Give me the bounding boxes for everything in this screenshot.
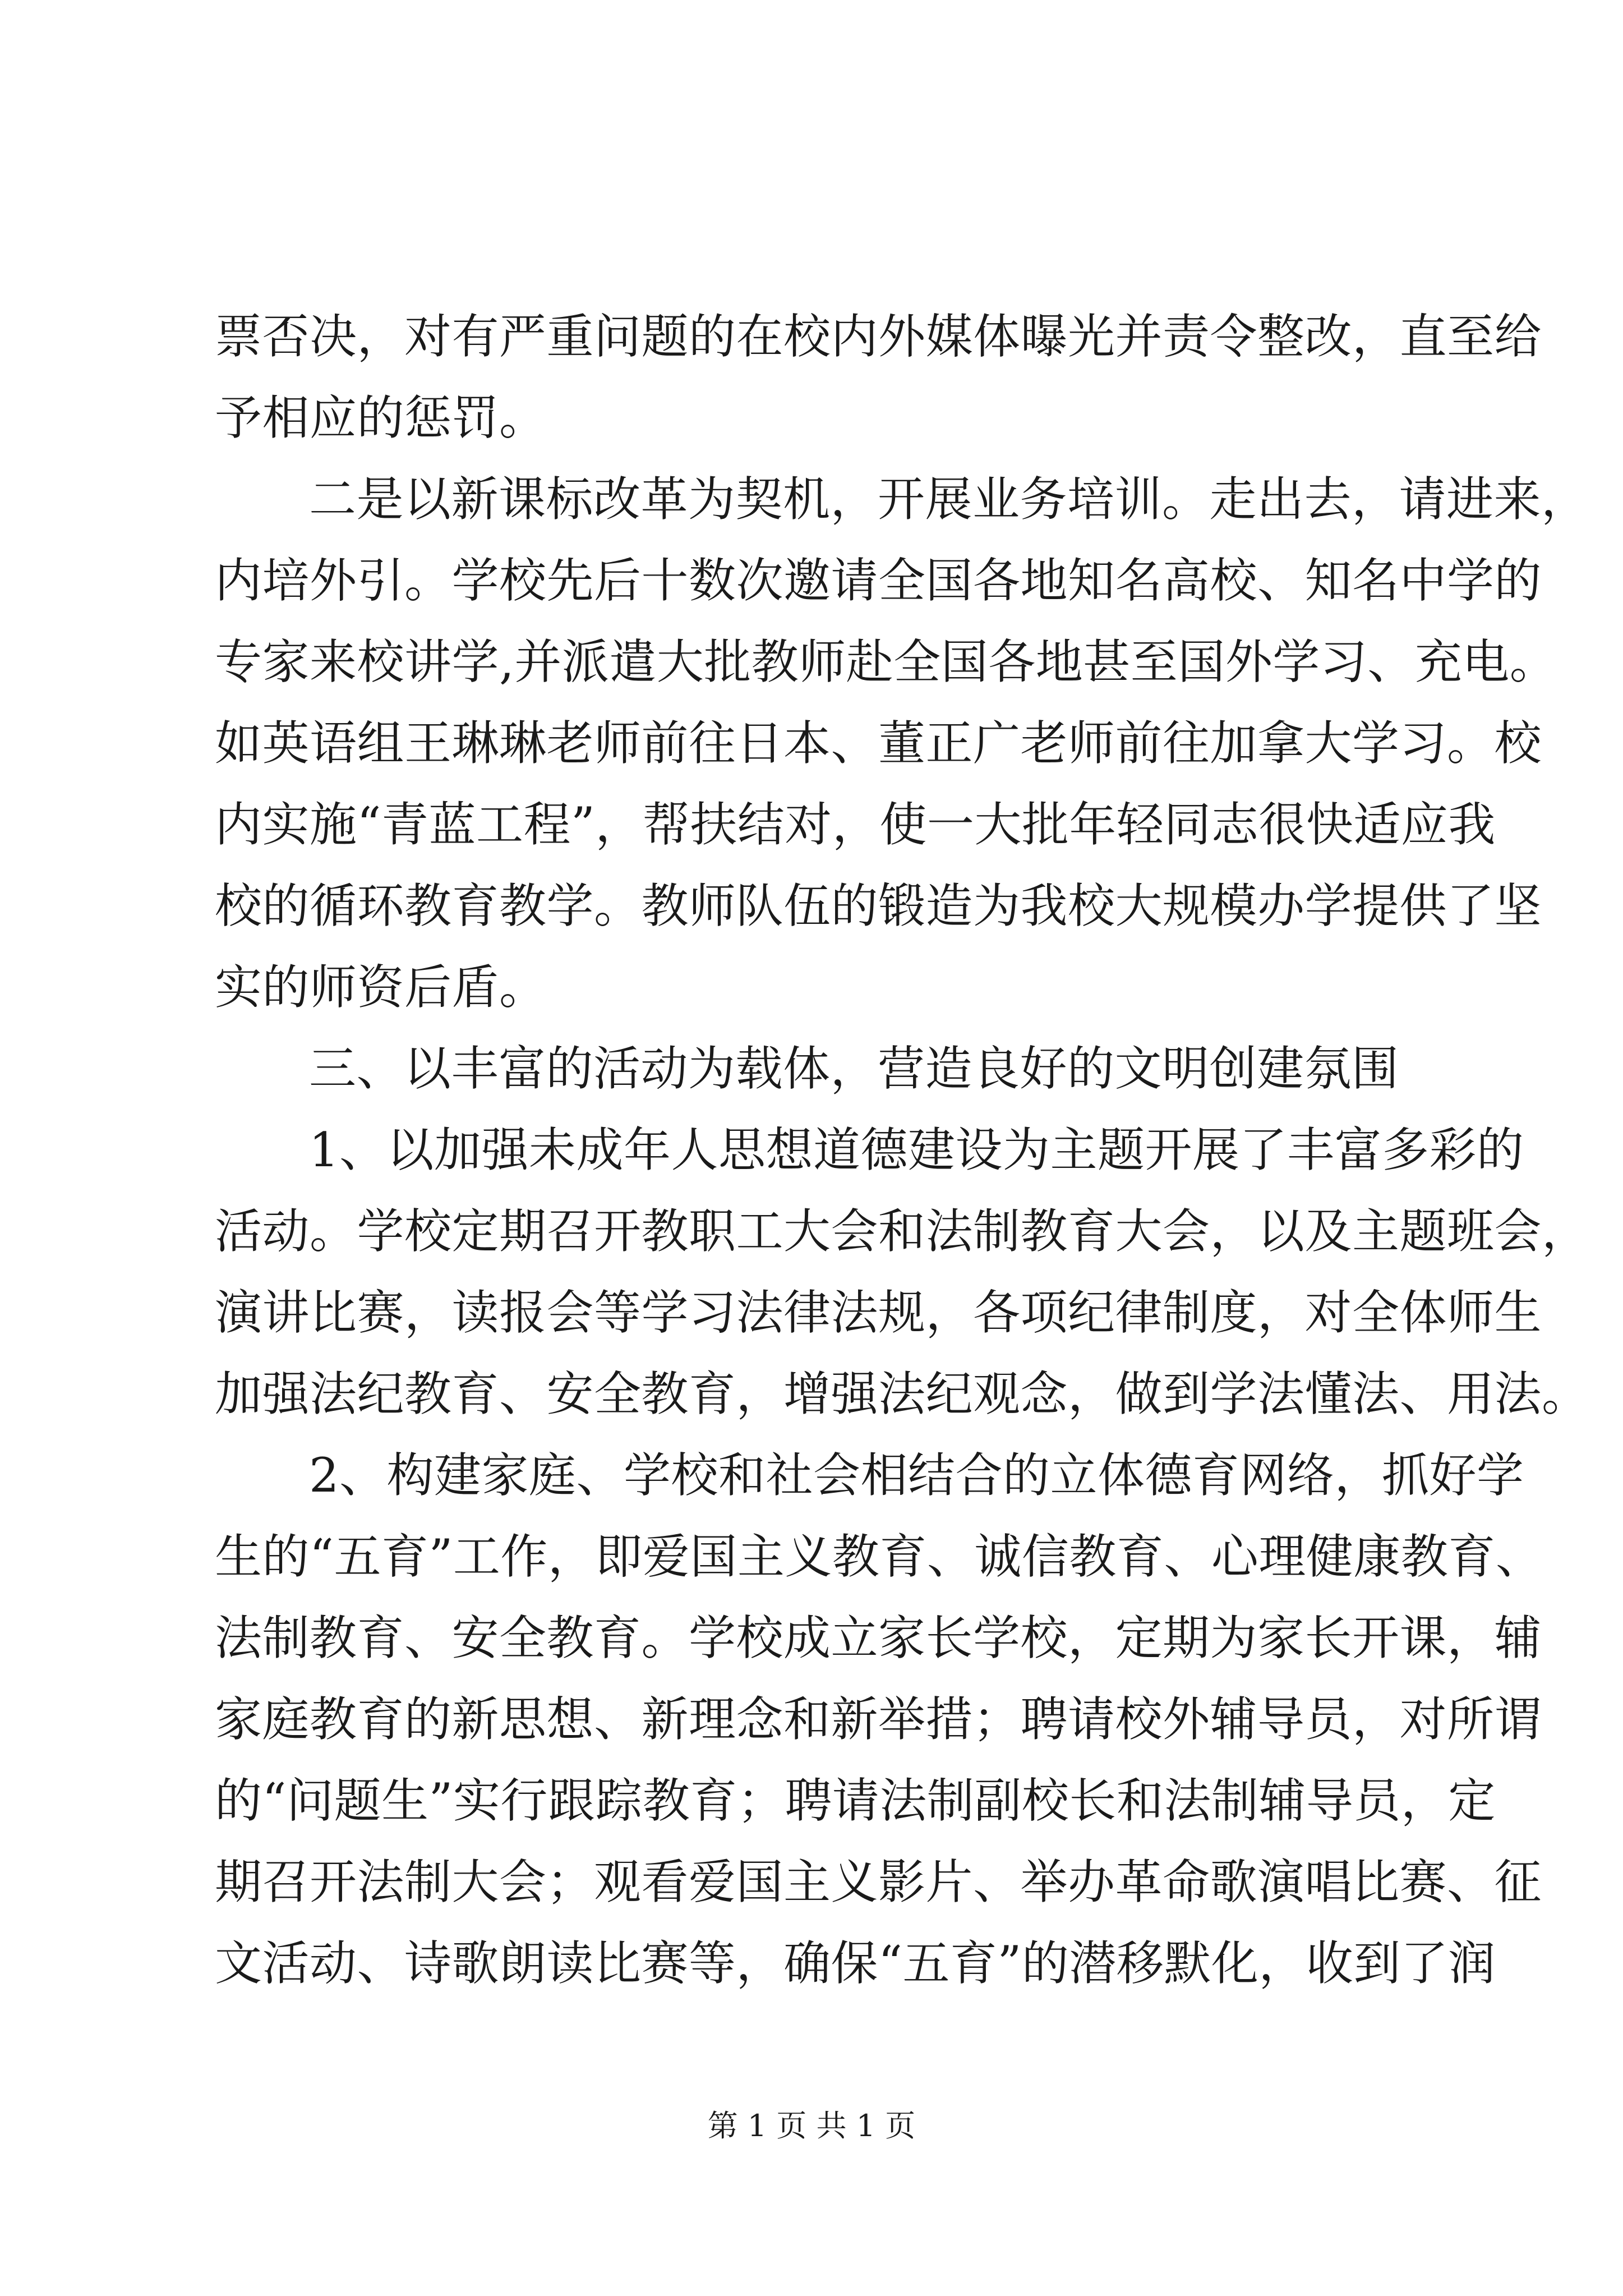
section-heading: 三、以丰富的活动为载体，营造良好的文明创建氛围 [309, 1041, 1399, 1096]
text-line: 生的“五育”工作，即爱国主义教育、诚信教育、心理健康教育、 [215, 1529, 1543, 1584]
text-line: 校的循环教育教学。教师队伍的锻造为我校大规模办学提供了坚 [215, 878, 1542, 933]
text-line: 期召开法制大会；观看爱国主义影片、举办革命歌演唱比赛、征 [215, 1855, 1542, 1910]
text-line: 演讲比赛，读报会等学习法律法规，各项纪律制度，对全体师生 [215, 1285, 1542, 1340]
text-line: 内培外引。学校先后十数次邀请全国各地知名高校、知名中学的 [215, 553, 1542, 608]
text-line: 内实施“青蓝工程”，帮扶结对，使一大批年轻同志很快适应我 [215, 797, 1496, 852]
text-line: 实的师资后盾。 [215, 960, 547, 1015]
text-line: 如英语组王琳琳老师前往日本、董正广老师前往加拿大学习。校 [215, 716, 1542, 771]
text-line: 家庭教育的新思想、新理念和新举措；聘请校外辅导员，对所谓 [215, 1692, 1542, 1747]
text-line: 二是以新课标改革为契机，开展业务培训。走出去，请进来， [309, 472, 1589, 527]
body-text [215, 296, 1589, 2004]
text-line: 专家来校讲学,并派遣大批教师赴全国各地甚至国外学习、充电。 [215, 634, 1557, 689]
text-line: 2、构建家庭、学校和社会相结合的立体德育网络，抓好学 [309, 1448, 1524, 1503]
text-line: 票否决，对有严重问题的在校内外媒体曝光并责令整改，直至给 [215, 309, 1542, 364]
text-line: 予相应的惩罚。 [215, 390, 547, 445]
text-line: 的“问题生”实行跟踪教育；聘请法制副校长和法制辅导员，定 [215, 1773, 1496, 1828]
text-line: 活动。学校定期召开教职工大会和法制教育大会，以及主题班会， [215, 1204, 1589, 1259]
text-line: 1、以加强未成年人思想道德建设为主题开展了丰富多彩的 [309, 1122, 1524, 1177]
page-number-label: 第 1 页 共 1 页 [707, 2108, 916, 2143]
page-footer [0, 2106, 1623, 2146]
text-line: 加强法纪教育、安全教育，增强法纪观念，做到学法懂法、用法。 [215, 1366, 1589, 1421]
text-line: 文活动、诗歌朗读比赛等，确保“五育”的潜移默化，收到了润 [215, 1936, 1496, 1991]
text-line: 法制教育、安全教育。学校成立家长学校，定期为家长开课，辅 [215, 1611, 1542, 1665]
